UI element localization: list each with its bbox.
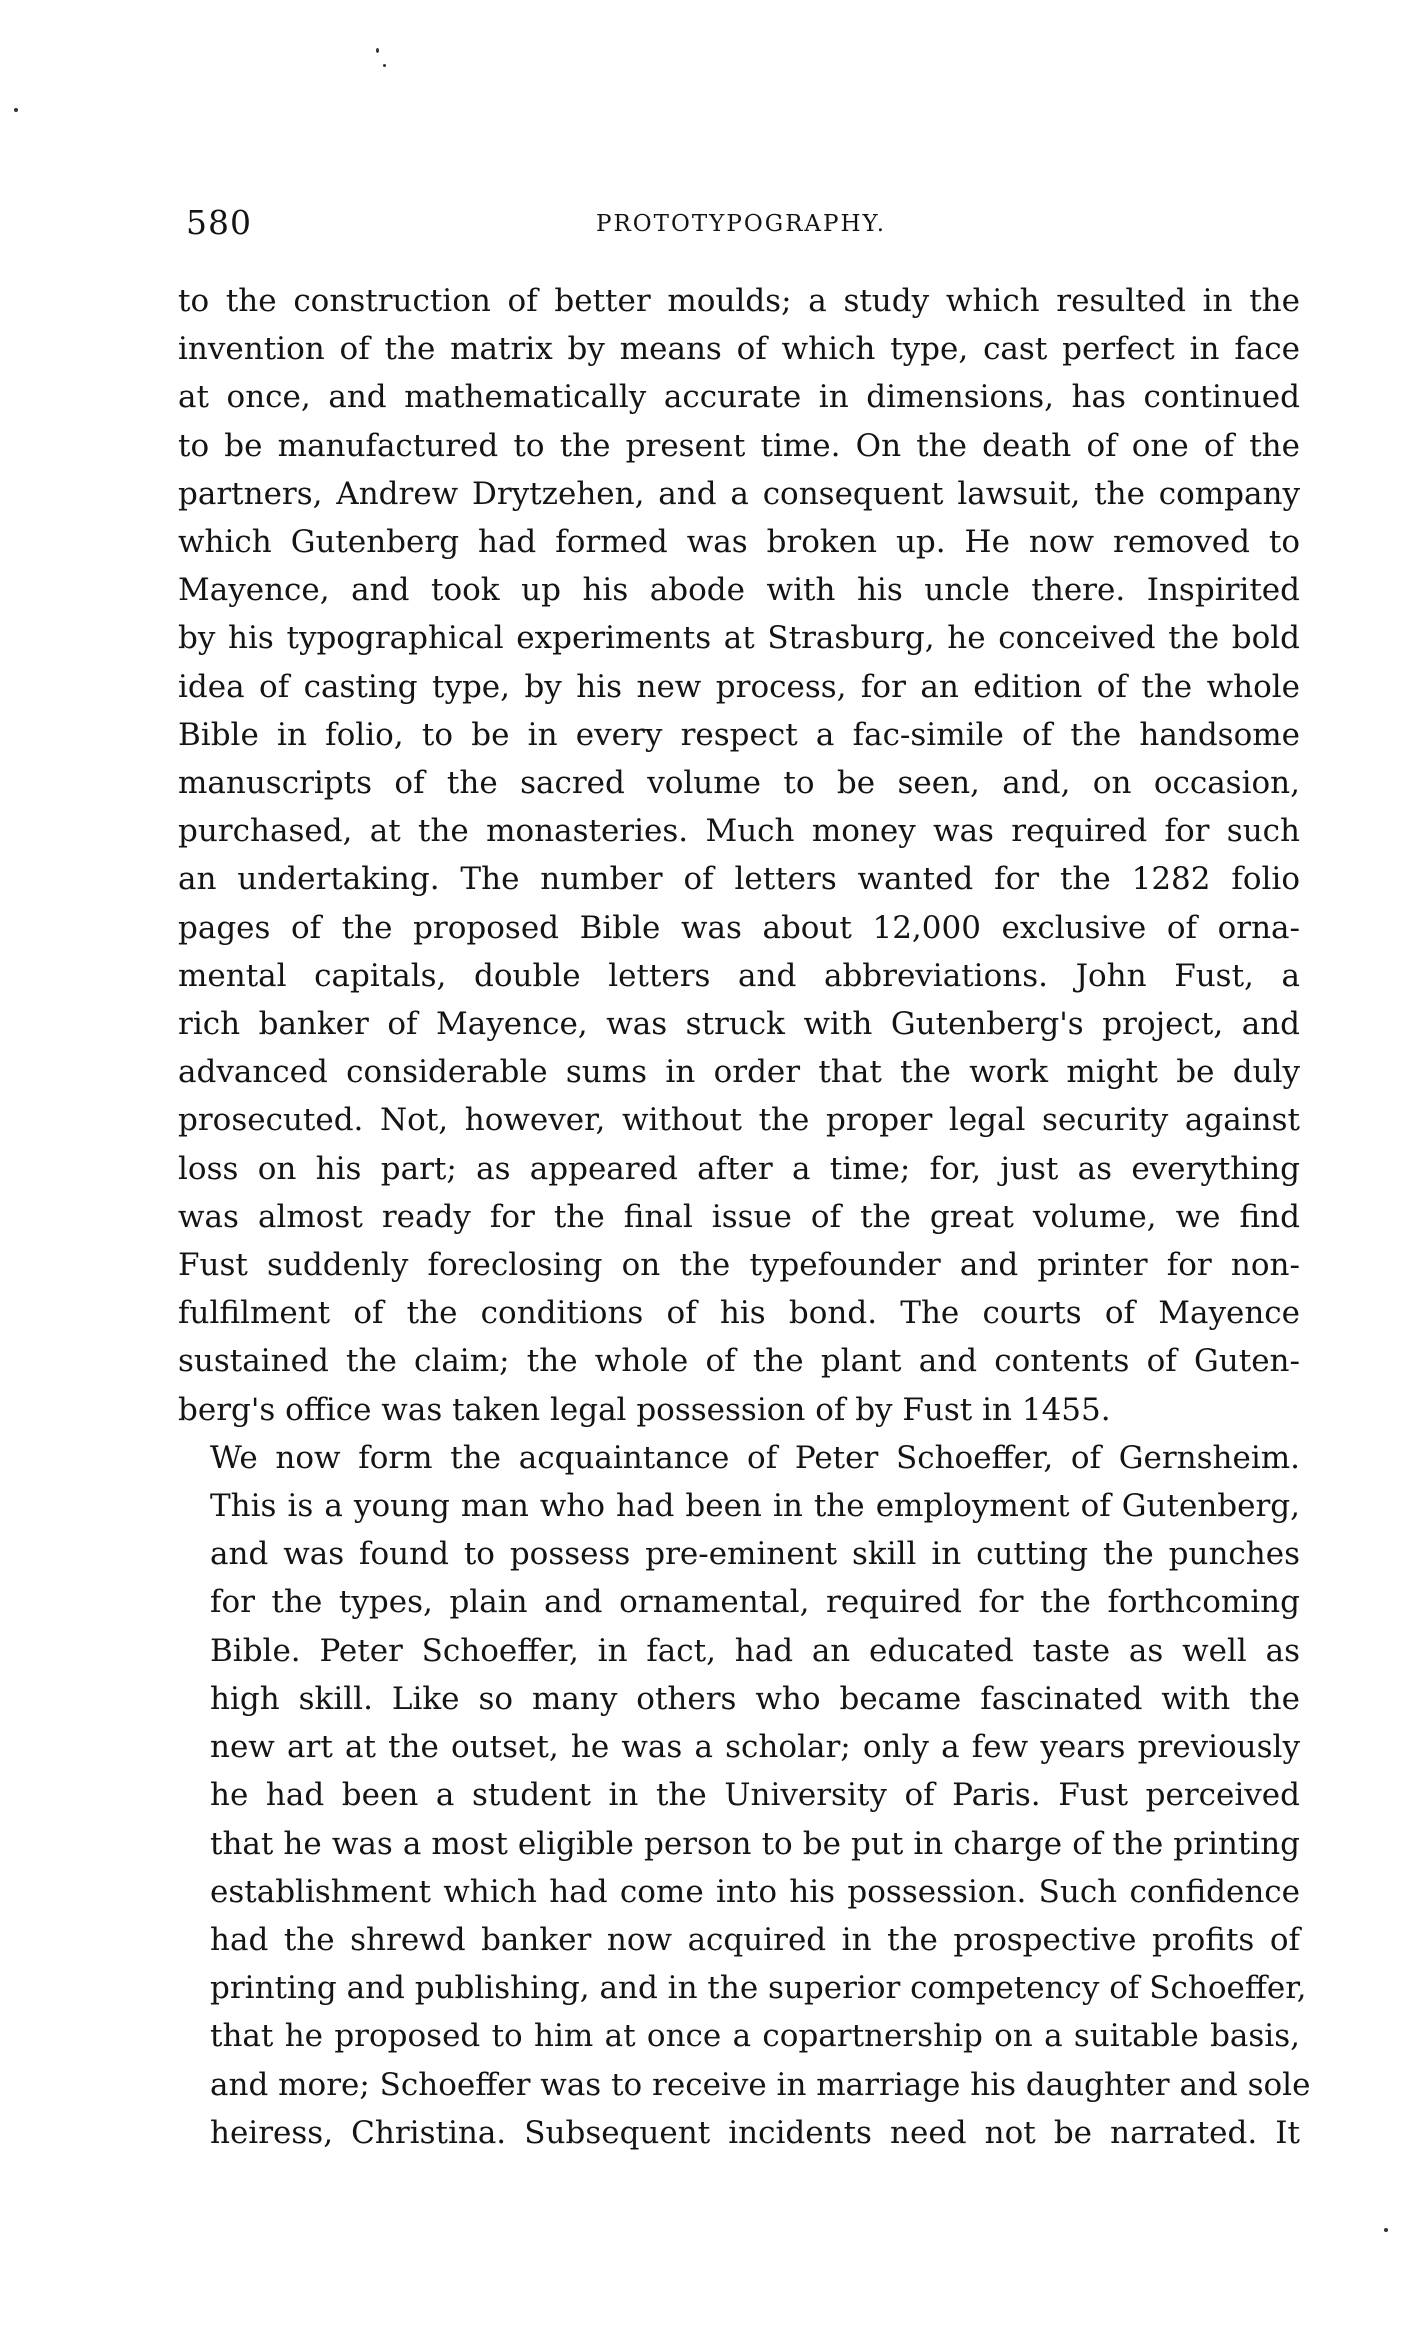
text-line: to the construction of better moulds; a study which resulted in the xyxy=(178,283,1300,319)
page-number: 580 xyxy=(186,203,252,242)
text-line: an undertaking. The number of letters wanted for the 1282 folio xyxy=(178,861,1300,898)
text-line: that he proposed to him at once a copartnership on a suitable basis, xyxy=(210,2018,1300,2055)
text-line: by his typographical experiments at Strasburg, he conceived the bold xyxy=(178,620,1300,657)
body-text xyxy=(178,277,1311,2157)
text-line: establishment which had come into his possession. Such confidence xyxy=(210,1873,1300,1910)
text-line: had the shrewd banker now acquired in the prospective profits of xyxy=(210,1921,1300,1958)
text-line: manuscripts of the sacred volume to be seen, and, on occasion, xyxy=(178,765,1300,802)
text-line: fulfilment of the conditions of his bond. The courts of Mayence xyxy=(178,1295,1300,1332)
text-line: at once, and mathematically accurate in dimensions, has continued xyxy=(178,379,1300,416)
text-line: partners, Andrew Drytzehen, and a consequent lawsuit, the company xyxy=(178,475,1300,512)
text-line: high skill. Like so many others who became fascinated with the xyxy=(210,1680,1300,1717)
text-line: sustained the claim; the whole of the plant and contents of Guten- xyxy=(178,1343,1300,1380)
text-line: new art at the outset, he was a scholar; only a few years previously xyxy=(210,1729,1300,1766)
text-line: which Gutenberg had formed was broken up. He now removed to xyxy=(178,524,1300,561)
text-line: idea of casting type, by his new process, for an edition of the whole xyxy=(178,668,1300,705)
page-header xyxy=(186,203,1304,243)
text-line: rich banker of Mayence, was struck with Gutenberg's project, and xyxy=(178,1006,1300,1043)
text-line: printing and publishing, and in the superior competency of Schoeffer, xyxy=(210,1970,1307,2007)
text-line: loss on his part; as appeared after a time; for, just as everything xyxy=(178,1150,1300,1187)
text-line: was almost ready for the final issue of the great volume, we find xyxy=(178,1198,1300,1235)
text-line: Mayence, and took up his abode with his uncle there. Inspirited xyxy=(178,572,1300,609)
text-line: and more; Schoeffer was to receive in marriage his daughter and sole xyxy=(210,2066,1311,2103)
text-line: and was found to possess pre-eminent skill in cutting the punches xyxy=(210,1536,1300,1573)
text-line: Bible. Peter Schoeffer, in fact, had an educated taste as well as xyxy=(210,1632,1300,1669)
paragraph xyxy=(178,277,1300,1434)
ink-speck xyxy=(383,64,386,67)
text-line: This is a young man who had been in the employment of Gutenberg, xyxy=(210,1488,1300,1525)
text-line: We now form the acquaintance of Peter Schoeffer, of Gernsheim. xyxy=(210,1439,1300,1476)
ink-speck xyxy=(376,48,379,53)
text-line: that he was a most eligible person to be put in charge of the printing xyxy=(210,1825,1300,1862)
text-line: purchased, at the monasteries. Much money was required for such xyxy=(178,813,1300,850)
ink-speck xyxy=(14,108,18,112)
text-line: pages of the proposed Bible was about 12,000 exclusive of orna- xyxy=(178,909,1300,946)
text-line: Fust suddenly foreclosing on the typefounder and printer for non- xyxy=(178,1247,1300,1284)
text-line: mental capitals, double letters and abbreviations. John Fust, a xyxy=(178,957,1300,994)
ink-speck xyxy=(1384,2228,1388,2232)
text-line: Bible in folio, to be in every respect a fac-simile of the handsome xyxy=(178,716,1300,753)
running-title: PROTOTYPOGRAPHY. xyxy=(596,211,887,237)
text-line: heiress, Christina. Subsequent incidents need not be narrated. It xyxy=(210,2114,1300,2151)
text-line: he had been a student in the University of Paris. Fust perceived xyxy=(210,1777,1300,1814)
text-line: berg's office was taken legal possession of by Fust in 1455. xyxy=(178,1391,1111,1428)
text-line: to be manufactured to the present time. On the death of one of the xyxy=(178,427,1300,464)
text-line: advanced considerable sums in order that the work might be duly xyxy=(178,1054,1300,1091)
paragraph xyxy=(178,1434,1311,2157)
text-line: invention of the matrix by means of which type, cast perfect in face xyxy=(178,331,1300,368)
text-line: for the types, plain and ornamental, required for the forthcoming xyxy=(210,1584,1300,1621)
text-line: prosecuted. Not, however, without the proper legal security against xyxy=(178,1102,1300,1139)
